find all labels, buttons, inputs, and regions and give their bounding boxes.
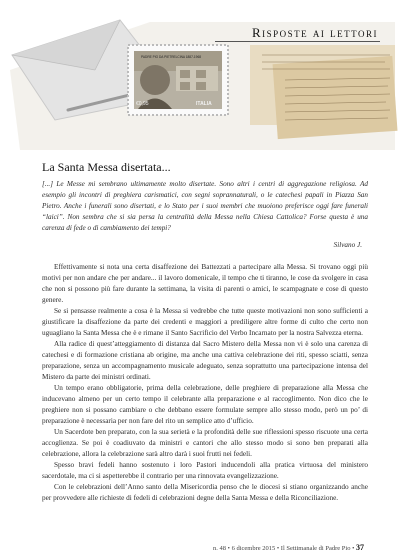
article-body bbox=[42, 262, 368, 504]
stamp-caption: PADRE PIO DA PIETRELCINA 1887-1968 bbox=[141, 55, 201, 59]
article-title: La Santa Messa disertata... bbox=[42, 160, 171, 174]
header-illustration bbox=[0, 0, 400, 150]
body-paragraph: Alla radice di quest’atteggiamento di distanza dal Sacro Mistero della Messa non vi è solo una carenza di catechesi e di formazione cristiana ab origine, ma anche una cattiva celebrazione dei riti, spesso sciatti, senza preparazione, senza un accompagnamento musicale adeguato, senza soprattutto una partecipazione intensa del Mistero da parte dei ministri ordinati. bbox=[42, 340, 368, 381]
body-paragraph: Effettivamente si nota una certa disaffezione dei Battezzati a partecipare alla Messa. Si trovano oggi più motivi per non andare che per andare... il lavoro domenicale, il tempo che ti tiranno, le cose da svolgere in casa che non si possono più fare durante la settimana, la visita di parenti o amici, le scampagnate e cose di questo genere. bbox=[42, 263, 368, 304]
section-divider bbox=[215, 41, 380, 42]
stamp-country: ITALIA bbox=[196, 101, 212, 107]
page-number: 37 bbox=[356, 543, 364, 552]
reader-letter: [...] Le Messe mi sembrano ultimamente molto disertate. Sono altri i centri di aggregazione religiosa. Ad esempio gli incontri di preghiera carismatici, con segni soprannaturali, o le catechesi papali in Piazza San Pietro. Anche i funerali sono disertati, e lo Stato per i suoi membri che muoiono preferisce oggi fare funerali “laici”. Non sembra che si sia persa la centralità della Messa nella Chiesa Cattolica? Forse questa è una carenza di fede o di cambiamento dei tempi? bbox=[42, 180, 368, 233]
page-footer bbox=[213, 543, 364, 552]
section-title: Risposte ai lettori bbox=[251, 25, 378, 40]
body-paragraph: Con le celebrazioni dell’Anno santo della Misericordia penso che le diocesi si stiano organizzando anche per provvedere alle richieste di fedeli di celebrazioni degne della Santa Messa e della Riconciliazione. bbox=[42, 483, 368, 502]
body-paragraph: Spesso bravi fedeli hanno sostenuto i loro Pastori inducendoli alla pratica virtuosa del ministero sacerdotale, ma ci si aspetterebbe il contrario per una rinnovata evangelizzazione. bbox=[42, 461, 368, 480]
issue-info: n. 48 • 6 dicembre 2015 • Il Settimanale di Padre Pio • bbox=[213, 545, 355, 552]
body-paragraph: Se si pensasse realmente a cosa è la Messa si vedrebbe che tutte queste motivazioni non sono sufficienti a giustificare la disaffezione da parte dei credenti e maggiori a prediligere altre forme di culto che certo non uguagliano la Santa Messa che è e rimane il Santo Sacrificio del Verbo Incarnato per la nostra Salvezza eterna. bbox=[42, 307, 368, 337]
stamp-value: €0,95 bbox=[136, 101, 149, 107]
body-paragraph: Un Sacerdote ben preparato, con la sua serietà e la profondità delle sue riflessioni spesso riscuote una certa accoglienza. Se poi è coadiuvato da ministri e cantori che allo stesso modo si sono ben preparati alla celebrazione, allora la celebrazione sarà altro darà i suoi frutti nei fedeli. bbox=[42, 428, 368, 458]
letter-signature: Silvano J. bbox=[333, 241, 362, 249]
body-paragraph: Un tempo erano obbligatorie, prima della celebrazione, delle preghiere di preparazione alla Messa che inducevano almeno per un certo tempo il celebrante alla preparazione e al raccoglimento. Non dico che le preghiere non si possano cambiare o che debbano essere formulate sempre allo stesso modo, però un po’ di preparazione è necessaria per non fare del rito un semplice atto d’ufficio. bbox=[42, 384, 368, 425]
old-letters bbox=[250, 45, 398, 139]
